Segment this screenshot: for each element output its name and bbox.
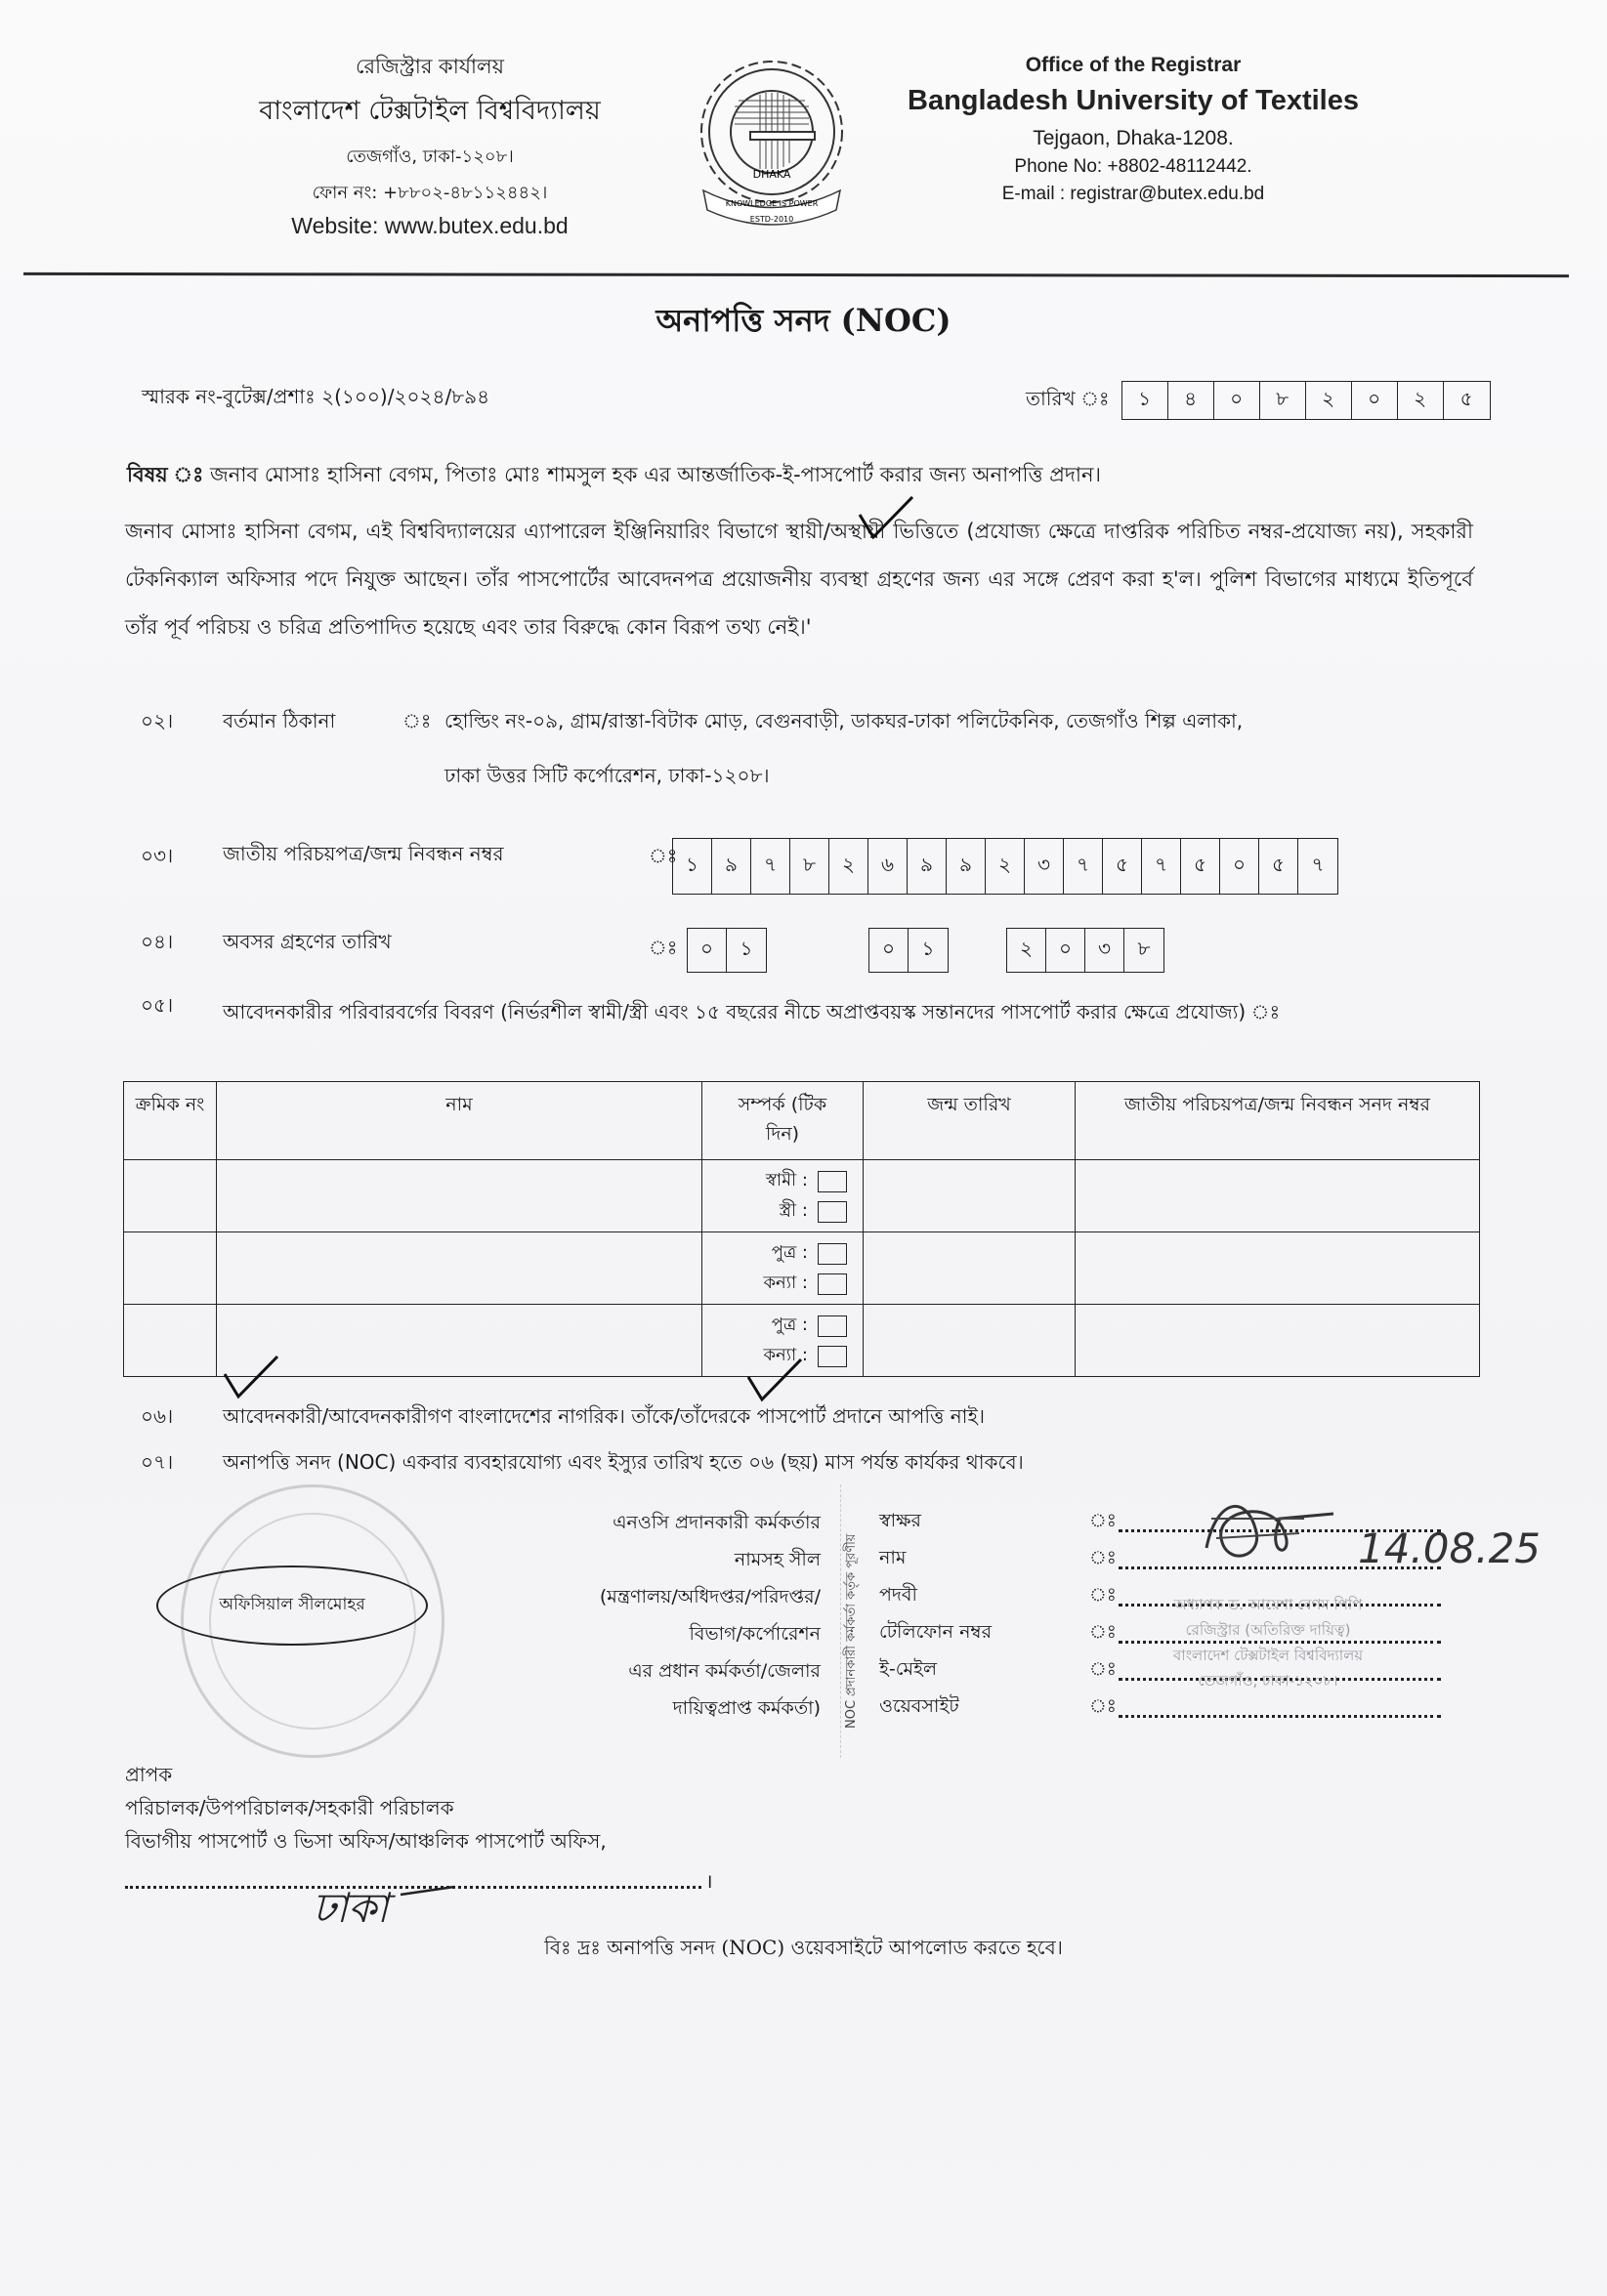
registrar-stamp (1112, 1592, 1424, 1693)
document-title: অনাপত্তি সনদ (NOC) (655, 302, 952, 339)
col-relation: সম্পর্ক (টিক দিন) (702, 1082, 864, 1160)
checkmark-icon (217, 1353, 285, 1401)
item-07-number: ০৭। (141, 1450, 174, 1474)
digit-box: ৭ (1311, 852, 1325, 876)
dob-cell[interactable] (864, 1305, 1076, 1377)
officer-description (469, 1504, 821, 1727)
officer-line: এর প্রধান কর্মকর্তা/জেলার (628, 1660, 821, 1682)
digit-box: ০ (688, 929, 727, 972)
relation-label: স্বামী : (765, 1170, 808, 1190)
handwritten-city (308, 1875, 464, 1934)
recipient-heading: প্রাপক (125, 1763, 173, 1786)
officer-line: বিভাগ/কর্পোরেশন (689, 1623, 821, 1645)
recipient-line-2: বিভাগীয় পাসপোর্ট ও ভিসা অফিস/আঞ্চলিক পাসপোর্ট অফিস, (125, 1829, 607, 1853)
logo-motto: KNOWLEDGE IS POWER (725, 199, 819, 208)
field-colon: ঃ (1089, 1547, 1117, 1568)
checkmark-icon (740, 1356, 809, 1404)
item-05-number: ০৫। (141, 993, 174, 1017)
footnote-noc: (NOC) (721, 1936, 785, 1959)
name-cell[interactable] (217, 1160, 702, 1232)
nid-cell[interactable] (1076, 1160, 1480, 1232)
university-name-en: Bangladesh University of Textiles (908, 85, 1359, 116)
field-colon: ঃ (1089, 1621, 1117, 1643)
nid-cell[interactable] (1076, 1305, 1480, 1377)
nid-colon: ঃ (649, 844, 678, 867)
serial-cell[interactable] (124, 1232, 217, 1305)
officer-line: (মন্ত্রণালয়/অধিদপ্তর/পরিদপ্তর/ (599, 1586, 821, 1607)
dob-cell[interactable] (864, 1232, 1076, 1305)
family-description: আবেদনকারীর পরিবারবর্গের বিবরণ (নির্ভরশীল স্বামী/স্ত্রী এবং ১৫ বছরের নীচে অপ্রাপ্তবয়স্ক সন্তানদের পাসপোর্ট করার ক্ষেত্রে প্রযোজ্য) ঃ (223, 1000, 1281, 1023)
header-divider (23, 272, 1569, 277)
signature-field-row (879, 1690, 1441, 1727)
vertical-note: NOC প্রদানকারী কর্মকর্তা কর্তৃক পূরণীয় (844, 1533, 859, 1729)
handwritten-city-text: ঢাকা (313, 1884, 389, 1932)
address-en: Tejgaon, Dhaka-1208. (1033, 127, 1234, 149)
retirement-year (1006, 928, 1164, 973)
relation-label: পুত্র : (771, 1242, 808, 1263)
validity-statement: অনাপত্তি সনদ (NOC) একবার ব্যবহারযোগ্য এবং ইস্যুর তারিখ হতে ০৬ (ছয়) মাস পর্যন্ত কার্যকর থাকবে। (223, 1450, 1024, 1474)
field-label: ই-মেইল (879, 1658, 938, 1680)
vertical-separator (840, 1484, 841, 1758)
address-bn: তেজগাঁও, ঢাকা-১২০৮। (346, 146, 514, 167)
relation-label: স্ত্রী : (779, 1200, 808, 1221)
field-colon: ঃ (1089, 1510, 1117, 1531)
field-label: ওয়েবসাইট (879, 1695, 959, 1717)
handwritten-date: 14.08.25 (1358, 1524, 1542, 1572)
relation-option (716, 1238, 863, 1269)
subject-text: জনাব মোসাঃ হাসিনা বেগম, পিতাঃ মোঃ শামসুল হক এর আন্তর্জাতিক-ই-পাসপোর্ট করার জন্য অনাপত্তি প্রদান। (210, 463, 1102, 486)
relation-option (716, 1311, 863, 1341)
retirement-day (687, 928, 767, 973)
digit-box: ৬ (868, 839, 908, 894)
digit-box: ২ (986, 839, 1025, 894)
digit-box: ২ (1398, 382, 1444, 419)
digit-box: ৫ (1181, 839, 1220, 894)
digit-box: ৮ (1260, 382, 1306, 419)
stamp-line: রেজিস্ট্রার (অতিরিক্ত দায়িত্ব) (1185, 1621, 1351, 1639)
officer-line: নামসহ সীল (734, 1549, 821, 1570)
digit-box: ৫ (1259, 839, 1298, 894)
retirement-month (868, 928, 949, 973)
item-04-number: ০৪। (141, 930, 174, 953)
col-dob: জন্ম তারিখ (864, 1082, 1076, 1160)
col-name: নাম (217, 1082, 702, 1160)
digit-box: ৯ (908, 839, 947, 894)
digit-box: ২ (1007, 929, 1046, 972)
digit-box: ০ (1214, 382, 1260, 419)
field-label: পদবী (879, 1584, 917, 1606)
retirement-month-boxes (868, 928, 949, 973)
office-name-en: Office of the Registrar (1025, 54, 1242, 76)
digit-box: ১ (673, 839, 712, 894)
retirement-colon: ঃ (649, 936, 678, 959)
digit-box: ৫ (1103, 839, 1142, 894)
footnote (0, 1934, 1607, 1966)
header-english (860, 54, 1407, 205)
recipient-end-mark: । (705, 1869, 713, 1893)
recipient-block (125, 1758, 607, 1858)
field-label: স্বাক্ষর (879, 1510, 921, 1531)
phone-bn: ফোন নং: +৮৮০২-৪৮১১২৪৪২। (312, 183, 548, 203)
digit-box: ৭ (751, 839, 790, 894)
logo-established: ESTD-2010 (749, 215, 794, 224)
logo-city: DHAKA (752, 168, 791, 181)
digit-box: ৪ (1168, 382, 1214, 419)
digit-box: ১ (740, 936, 753, 960)
retirement-day-boxes (687, 928, 767, 973)
name-cell[interactable] (217, 1232, 702, 1305)
nid-cell[interactable] (1076, 1232, 1480, 1305)
phone-en: Phone No: +8802-48112442. (1014, 156, 1252, 177)
relation-option (716, 1196, 863, 1227)
relation-cell (702, 1160, 864, 1232)
relation-label: পুত্র : (771, 1315, 808, 1335)
col-nid: জাতীয় পরিচয়পত্র/জন্ম নিবন্ধন সনদ নম্বর (1076, 1082, 1480, 1160)
address-label: বর্তমান ঠিকানা (223, 709, 336, 732)
relation-label: কন্যা : (763, 1273, 808, 1293)
digit-box: ০ (1352, 382, 1398, 419)
relation-checkbox[interactable] (818, 1273, 847, 1295)
digit-box: ০ (1046, 929, 1085, 972)
date-label: তারিখ ঃ (1026, 386, 1110, 410)
digit-box: ৫ (1459, 386, 1473, 410)
university-logo-icon (674, 54, 869, 230)
digit-box: ২ (1306, 382, 1352, 419)
digit-box: ৯ (947, 839, 986, 894)
stamp-line: অধ্যাপক ড. আয়েশা বেগম পিপি (1173, 1596, 1363, 1613)
relation-cell (702, 1232, 864, 1305)
field-label: টেলিফোন নম্বর (879, 1621, 993, 1643)
field-label: নাম (879, 1547, 907, 1568)
office-name-bn: রেজিস্ট্রার কার্যালয় (355, 55, 505, 78)
field-colon: ঃ (1089, 1658, 1117, 1680)
recipient-line-1: পরিচালক/উপপরিচালক/সহকারী পরিচালক (125, 1796, 454, 1819)
family-table (123, 1081, 1480, 1377)
serial-cell[interactable] (124, 1305, 217, 1377)
date-digit-boxes (1121, 381, 1491, 420)
footnote-prefix: বিঃ দ্রঃ অনাপত্তি সনদ (544, 1936, 715, 1959)
digit-box: ৯ (712, 839, 751, 894)
footnote-suffix: ওয়েবসাইটে আপলোড করতে হবে। (790, 1936, 1063, 1959)
checkmark-icon (852, 493, 920, 542)
university-name-bn: বাংলাদেশ টেক্সটাইল বিশ্ববিদ্যালয় (259, 96, 601, 126)
retirement-label: অবসর গ্রহণের তারিখ (223, 930, 392, 953)
stamp-line: তেজগাঁও, ঢাকা-১২০৮। (1198, 1672, 1338, 1690)
citizenship-statement: আবেদনকারী/আবেদনকারীগণ বাংলাদেশের নাগরিক। তাঁকে/তাঁদেরকে পাসপোর্ট প্রদানে আপত্তি নাই। (223, 1404, 986, 1428)
field-colon: ঃ (1089, 1695, 1117, 1717)
relation-checkbox[interactable] (818, 1315, 847, 1337)
dob-cell[interactable] (864, 1160, 1076, 1232)
official-seal-placeholder: অফিসিয়াল সীলমোহর (156, 1565, 428, 1646)
digit-box: ১ (921, 936, 935, 960)
digit-box: ৮ (790, 839, 829, 894)
digit-box: ০ (869, 929, 909, 972)
relation-checkbox[interactable] (818, 1201, 847, 1223)
nid-digit-boxes (672, 838, 1338, 895)
address-line-1: হোল্ডিং নং-০৯, গ্রাম/রাস্তা-বিটাক মোড়, বেগুনবাড়ী, ডাকঘর-ঢাকা পলিটেকনিক, তেজগাঁও শিল্প এলাকা, (444, 709, 1244, 732)
subject-label: বিষয় ঃ (127, 463, 204, 486)
serial-cell[interactable] (124, 1160, 217, 1232)
relation-option (716, 1269, 863, 1299)
retirement-year-boxes (1006, 928, 1164, 973)
item-02-number: ০২। (141, 709, 174, 732)
stamp-line: বাংলাদেশ টেক্সটাইল বিশ্ববিদ্যালয় (1172, 1647, 1364, 1664)
address-colon: ঃ (402, 709, 432, 732)
relation-checkbox[interactable] (818, 1171, 847, 1192)
memo-number: স্মারক নং-বুটেক্স/প্রশাঃ ২(১০০)/২০২৪/৮৯৪ (142, 385, 490, 408)
digit-box: ৩ (1025, 839, 1064, 894)
officer-line: এনওসি প্রদানকারী কর্মকর্তার (613, 1512, 821, 1533)
col-serial: ক্রমিক নং (124, 1082, 217, 1160)
nid-label: জাতীয় পরিচয়পত্র/জন্ম নিবন্ধন নম্বর (223, 842, 504, 865)
email-en: E-mail : registrar@butex.edu.bd (1001, 184, 1265, 204)
relation-checkbox[interactable] (818, 1243, 847, 1265)
website-text: Website: www.butex.edu.bd (291, 213, 569, 238)
header-bangla (225, 51, 635, 239)
digit-box: ৩ (1085, 929, 1124, 972)
officer-line: দায়িত্বপ্রাপ্ত কর্মকর্তা) (672, 1697, 821, 1719)
field-colon: ঃ (1089, 1584, 1117, 1606)
table-row (124, 1160, 1480, 1232)
item-03-number: ০৩। (141, 844, 174, 867)
relation-checkbox[interactable] (818, 1346, 847, 1367)
digit-box: ১ (1122, 382, 1168, 419)
digit-box: ০ (1220, 839, 1259, 894)
field-blank[interactable] (1119, 1704, 1441, 1718)
relation-label: কন্যা : (763, 1345, 808, 1365)
digit-box: ৭ (1064, 839, 1103, 894)
subject-line (127, 459, 1101, 493)
name-cell[interactable] (217, 1305, 702, 1377)
address-line-2: ঢাকা উত্তর সিটি কর্পোরেশন, ঢাকা-১২০৮। (444, 764, 770, 787)
body-paragraph: জনাব মোসাঃ হাসিনা বেগম, এই বিশ্ববিদ্যালয়ের এ্যাপারেল ইঞ্জিনিয়ারিং বিভাগে স্থায়ী/অস্থায়ী ভিত্তিতে (প্রযোজ্য ক্ষেত্রে দাপ্তরিক পরিচিত নম্বর-প্রযোজ্য নয়), সহকারী টেকনিক্যাল অফিসার পদে নিযুক্ত আছেন। তাঁর পাসপোর্টের আবেদনপত্র প্রয়োজনীয় ব্যবস্থা গ্রহণের জন্য এর সঙ্গে প্রেরণ করা হ'ল। পুলিশ বিভাগের মাধ্যমে ইতিপূর্বে তাঁর পূর্ব পরিচয় ও চরিত্র প্রতিপাদিত হয়েছে এবং তার বিরুদ্ধে কোন বিরূপ তথ্য নেই।' (125, 520, 1473, 639)
handwritten-signature (1187, 1489, 1558, 1577)
digit-box: ২ (829, 839, 868, 894)
digit-box: ৭ (1142, 839, 1181, 894)
relation-option (716, 1166, 863, 1196)
table-row (124, 1232, 1480, 1305)
family-table-header (124, 1082, 1480, 1160)
digit-box: ৮ (1137, 936, 1151, 960)
issue-date (1026, 381, 1491, 420)
item-06-number: ০৬। (141, 1404, 174, 1428)
